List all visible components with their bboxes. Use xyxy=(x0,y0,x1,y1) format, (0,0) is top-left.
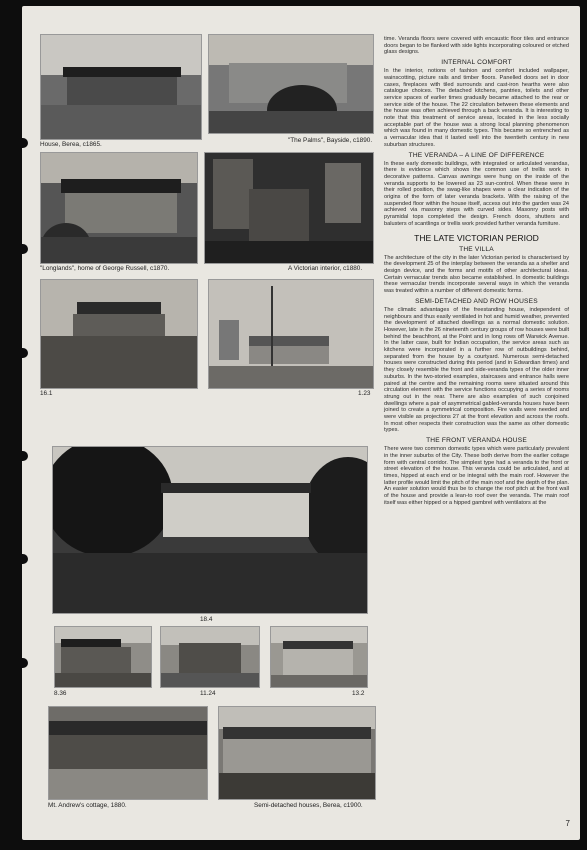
article-column xyxy=(384,36,569,506)
paragraph-villa: The architecture of the city in the later Victorian period is characterised by the development 25 of the interplay between the veranda as a shelter and design device, and the forms and motifs of other architectural ideas. Certain vernacular trends also became established. In domestic buildings these vernacular trends incorporate several ways in which the veranda was treated within a number of different domestic forms. xyxy=(384,254,569,295)
photo-house-berea xyxy=(40,34,202,140)
photo-longlands xyxy=(40,152,198,264)
caption-victorian-interior: A Victorian interior, c1880. xyxy=(288,265,363,272)
caption-ref-8-36: 8.36 xyxy=(54,690,67,697)
photo-16-1 xyxy=(40,279,198,389)
caption-longlands: "Longlands", home of George Russell, c1870. xyxy=(40,265,170,272)
paragraph-intro: time. Veranda floors were covered with encaustic floor tiles and entrance doors began to be flanked with side lights incorporating coloured or etched glass designs. xyxy=(384,36,569,56)
heading-villa: THE VILLA xyxy=(459,245,494,253)
heading-front-veranda: THE FRONT VERANDA HOUSE xyxy=(426,437,527,445)
photo-18-4 xyxy=(52,446,368,614)
photo-8-36 xyxy=(54,626,152,688)
photo-13-2 xyxy=(270,626,368,688)
paragraph-semi-detached: The climatic advantages of the freestanding house, independent of neighbours and thus easily ventilated in hot and humid weather, prevented the development of attached dwellings as a normal domestic solution. However, late in the 26 nineteenth century groups of row houses were built behind the beachfront, at the Point and in long rows off Warwick Avenue. In the latter case, built for Indian occupation, the service areas such as kitchens were incorporated in a further row of outbuildings behind, separated from the house by a courtyard. Numerous semi-detached houses were constructed during this period (and in Edwardian times) and they closely resemble the front and side-veranda types of the older inner suburbs. In the two-storied examples, staircases and entrance halls were paired at the centre and the remaining rooms were situated around this circulation element with the service functions occupying a series of rooms strung out in the rear. There are also examples of such conjoined dwellings where a pair of asymmetrical gabled-veranda houses have been joined to create a symmetrical composition. Fire walls were needed and were visible as projections 27 at the front elevation and across the roofs. In most other respects their construction was the same as other domestic types. xyxy=(384,306,570,434)
photo-mt-andrews-cottage xyxy=(48,706,208,800)
heading-veranda: THE VERANDA – A LINE OF DIFFERENCE xyxy=(408,151,545,159)
caption-ref-1-23: 1.23 xyxy=(358,390,371,397)
photo-the-palms xyxy=(208,34,374,134)
heading-semi-detached: SEMI-DETACHED AND ROW HOUSES xyxy=(415,297,538,305)
photo-semi-detached-houses xyxy=(218,706,376,800)
book-page xyxy=(22,6,580,840)
caption-ref-18-4: 18.4 xyxy=(200,616,213,623)
photo-1-23 xyxy=(208,279,374,389)
caption-ref-13-2: 13.2 xyxy=(352,690,365,697)
page-number: 7 xyxy=(565,819,570,828)
paragraph-veranda: In these early domestic buildings, with integrated or articulated verandas, there is evidence which shows the common use of trellis work in decorative patterns. Canvas awnings were hung on the inside of the veranda supports to be lowered as 23 sun-control. When these were in their rolled position, the swag-like shapes were a clear indication of the origins of the form of later veranda brackets. With the raising of the suspended floor within the house itself, access out into the garden was 24 achieved via masonry steps with curved sides. Masonry posts with pyramidal tops completed the design. French doors, shutters and balusters of scantlings or trellis work provided further veranda furniture. xyxy=(384,160,569,227)
caption-house-berea: House, Berea, c1865. xyxy=(40,141,102,148)
caption-the-palms: "The Palms", Bayside, c1890. xyxy=(288,137,373,144)
heading-late-victorian: THE LATE VICTORIAN PERIOD xyxy=(414,232,539,243)
caption-mt-andrews: Mt. Andrew's cottage, 1880. xyxy=(48,802,127,809)
caption-ref-11-24: 11.24 xyxy=(200,690,216,697)
photo-11-24 xyxy=(160,626,260,688)
caption-ref-16-1: 16.1 xyxy=(40,390,53,397)
caption-semi-detached: Semi-detached houses, Berea, c1900. xyxy=(254,802,363,809)
paragraph-front-veranda: There were two common domestic types which were particularly prevalent in the inner suburbs of the City. These both derive from the earlier cottage form with central corridor. The simplest type had a veranda to the front or street elevation of the house. This veranda could be articulated, and at times, hipped at each end or be integral with the main roof. However the latter profile would limit the pitch of the main roof and the depth of the plan. An easier solution would thus be to change the roof pitch at the front wall of the house and provide a lean-to roof over the veranda. The main roof itself was either hipped or a hipped gambrel with ventilators at the xyxy=(384,446,570,506)
photo-victorian-interior xyxy=(204,152,374,264)
heading-internal-comfort: INTERNAL COMFORT xyxy=(441,59,512,67)
paragraph-internal-comfort: In the interior, notions of fashion and comfort included wallpaper, wainscotting, picture rails and timber floors. Panelled doors set in door cases, fireplaces with tiled surrounds and cast-iron hearths were also catalogue choices. The detached kitchens, pantries, toilets and other service spaces of earlier times gradually became attached to the rear or service side of the house. The 22 circulation between these elements and the house was often achieved through a back veranda. It is interesting to note that this treatment of service areas, located in the less socially acceptable part of the house was a strong local planning phenomenon which was found in many domestic types. This became so entrenched as a vernacular idea that it lasted well into the twentieth century in new suburban structures. xyxy=(384,68,569,148)
